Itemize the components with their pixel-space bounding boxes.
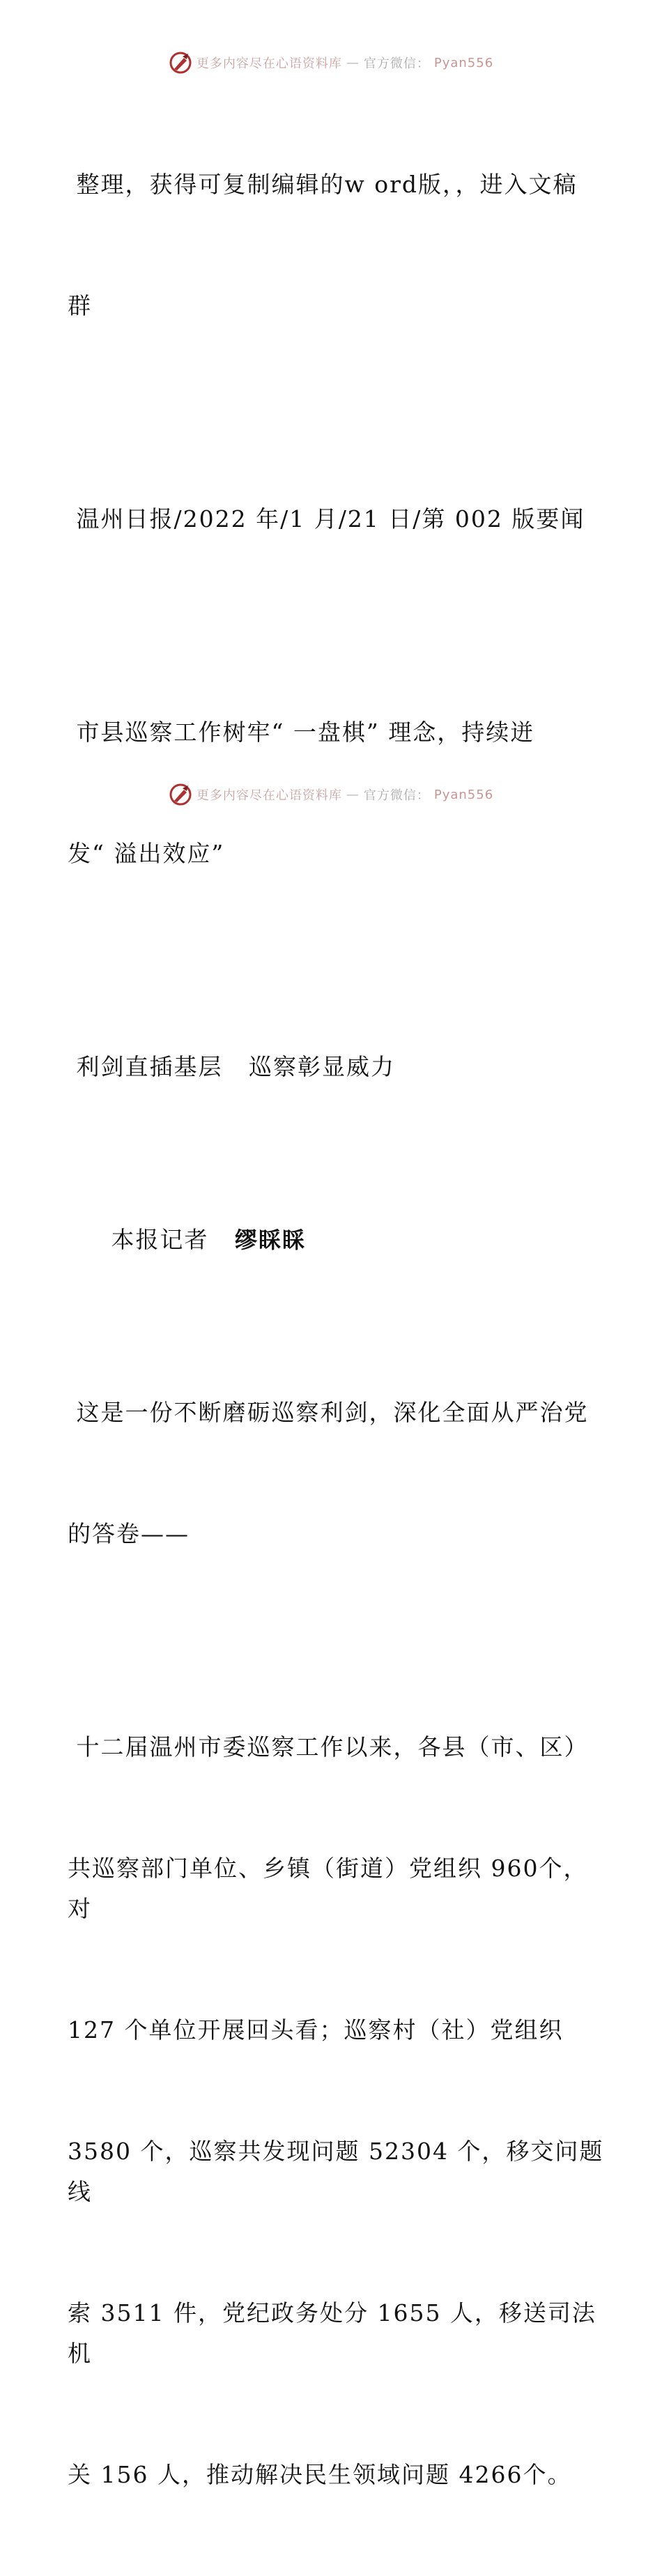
watermark-separator: — [346,787,360,802]
text-line: 的答卷—— [68,1520,190,1547]
paragraph-statistics [68,1646,604,2576]
text-line: 温州日报/2022 年/1 月/21 日/第 002 版要闻 [68,505,585,532]
byline-label: 本报记者 [102,1226,235,1253]
paragraph-subheadline [68,966,604,1168]
paragraph-intro [68,84,604,407]
paragraph-byline [68,1179,604,1301]
text-line: 关 156 人，推动解决民生领域问题 4266个。 [68,2461,572,2488]
header-watermark [0,49,662,77]
footer-watermark [0,781,662,808]
paragraph-source [68,418,604,620]
text-line: 127 个单位开展回头看；巡察村（社）党组织 [68,2016,564,2044]
watermark-wechat-id: Pyan556 [433,55,494,70]
text-line: 利剑直插基层 巡察彰显威力 [68,1053,395,1080]
text-line: 索 3511 件，党纪政务处分 1655 人，移送司法机 [68,2299,596,2367]
text-line: 整理，获得可复制编辑的w ord版，，进入文稿 [68,171,578,198]
paragraph-lead [68,1312,604,1635]
pen-logo-icon [169,783,192,806]
watermark-sub-text: 官方微信： [363,788,430,803]
text-line: 这是一份不断磨砺巡察利剑，深化全面从严治党 [68,1399,589,1426]
text-line: 市县巡察工作树牢“ 一盘棋” 理念，持续迸 [68,719,535,746]
watermark-main-text: 更多内容尽在心语资料库 [196,56,342,71]
text-line: 十二届温州市委巡察工作以来，各县（市、区） [68,1733,589,1761]
text-line: 3580 个，巡察共发现问题 52304 个，移交问题线 [68,2138,604,2205]
document-body [68,84,604,2576]
watermark-wechat-id: Pyan556 [433,787,494,802]
pen-logo-icon [169,51,192,75]
text-line: 群 [68,292,92,319]
reporter-name: 缪睬睬 [234,1227,306,1253]
watermark-sub-text: 官方微信： [363,56,430,71]
watermark-separator: — [346,55,360,70]
text-line: 共巡察部门单位、乡镇（街道）党组织 960个，对 [68,1855,588,1922]
text-line: 发“ 溢出效应” [68,840,225,867]
watermark-main-text: 更多内容尽在心语资料库 [196,788,342,803]
